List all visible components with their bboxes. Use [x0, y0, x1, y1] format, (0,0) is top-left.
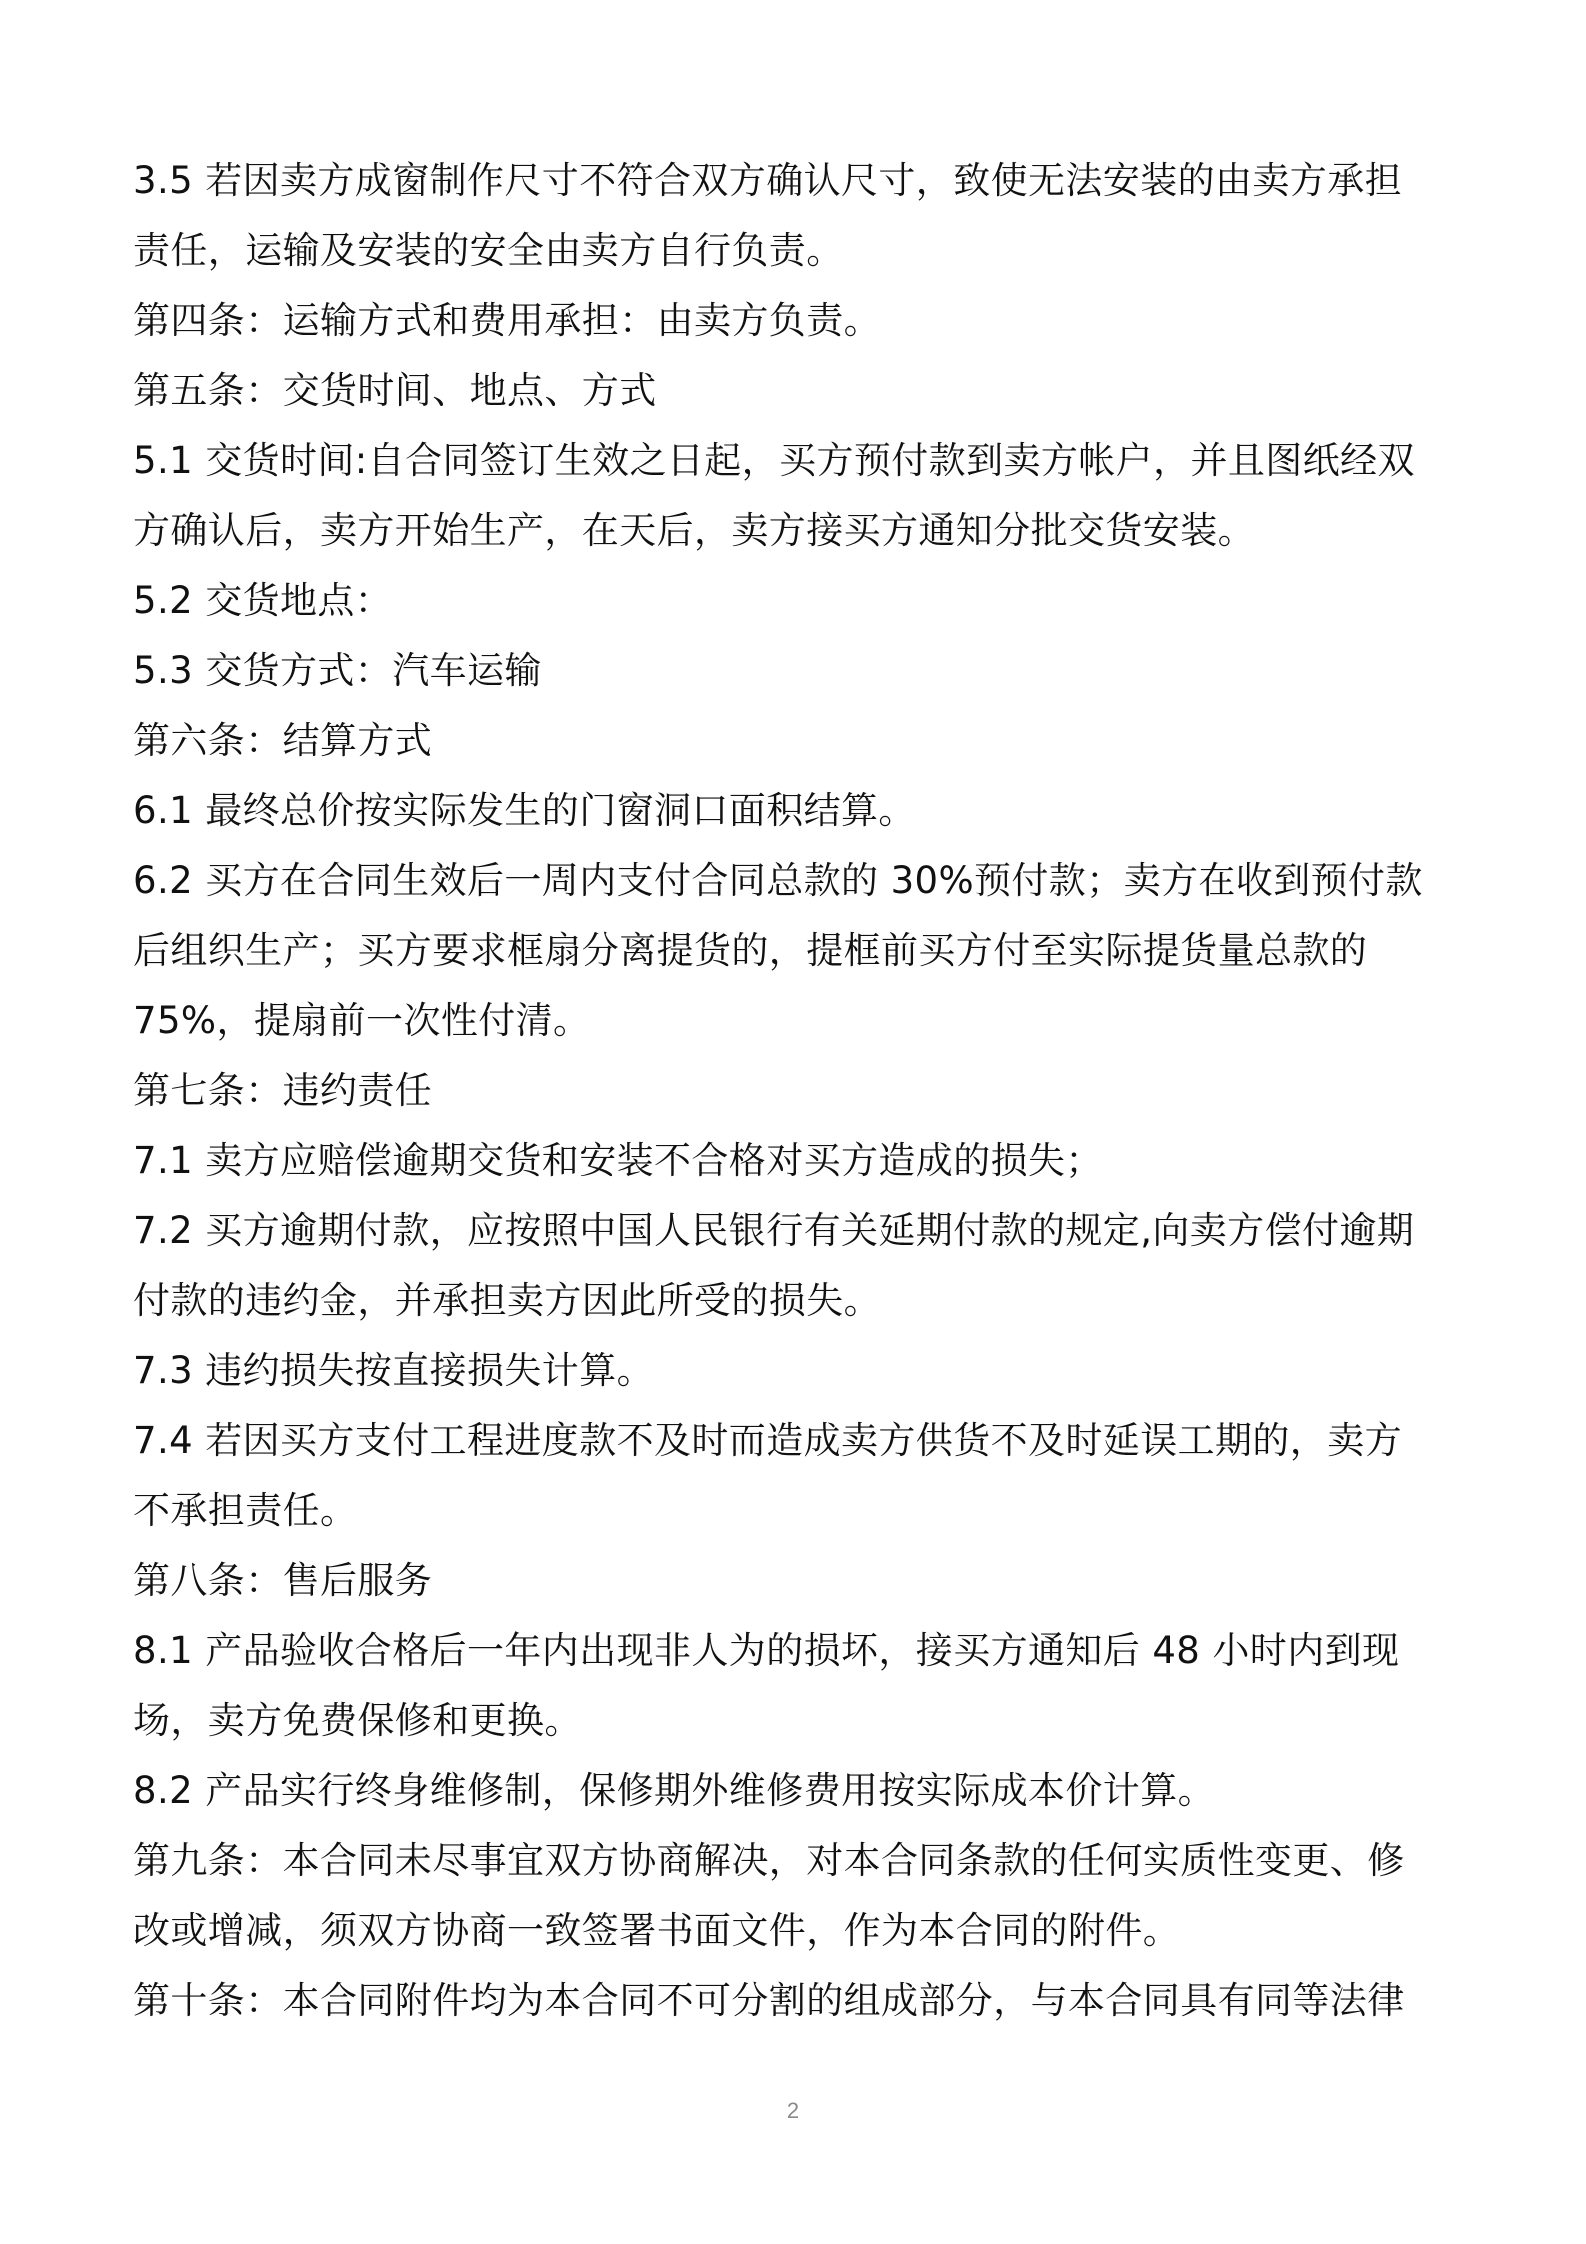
page-number: 2: [786, 2098, 800, 2123]
text-line: 改或增减，须双方协商一致签署书面文件，作为本合同的附件。: [133, 1909, 1181, 1952]
text-line: 责任，运输及安装的安全由卖方自行负责。: [133, 229, 844, 272]
text-line: 7.2 买方逾期付款，应按照中国人民银行有关延期付款的规定,向卖方偿付逾期: [133, 1209, 1415, 1252]
text-line: 6.1 最终总价按实际发生的门窗洞口面积结算。: [133, 789, 916, 832]
text-line: 第七条：违约责任: [133, 1069, 433, 1112]
text-line: 7.1 卖方应赔偿逾期交货和安装不合格对买方造成的损失；: [133, 1139, 1103, 1182]
text-line: 第十条：本合同附件均为本合同不可分割的组成部分，与本合同具有同等法律: [133, 1979, 1405, 2022]
text-line: 第九条：本合同未尽事宜双方协商解决，对本合同条款的任何实质性变更、修: [133, 1839, 1405, 1882]
text-line: 第四条：运输方式和费用承担：由卖方负责。: [133, 299, 881, 342]
text-line: 7.4 若因买方支付工程进度款不及时而造成卖方供货不及时延误工期的，卖方: [133, 1419, 1403, 1462]
text-line: 第五条：交货时间、地点、方式: [133, 369, 657, 412]
text-line: 6.2 买方在合同生效后一周内支付合同总款的 30%预付款；卖方在收到预付款: [133, 859, 1423, 902]
text-line: 5.2 交货地点：: [133, 579, 393, 622]
text-line: 7.3 违约损失按直接损失计算。: [133, 1349, 655, 1392]
contract-body: [133, 146, 1463, 2036]
text-line: 第八条：售后服务: [133, 1559, 433, 1602]
text-line: 3.5 若因卖方成窗制作尺寸不符合双方确认尺寸，致使无法安装的由卖方承担: [133, 159, 1403, 202]
text-line: 不承担责任。: [133, 1489, 358, 1532]
text-line: 付款的违约金，并承担卖方因此所受的损失。: [133, 1279, 881, 1322]
text-line: 5.3 交货方式：汽车运输: [133, 649, 542, 692]
text-line: 后组织生产；买方要求框扇分离提货的，提框前买方付至实际提货量总款的: [133, 929, 1368, 972]
text-line: 场，卖方免费保修和更换。: [133, 1699, 582, 1742]
text-line: 方确认后，卖方开始生产，在天后，卖方接买方通知分批交货安装。: [133, 509, 1255, 552]
text-line: 8.1 产品验收合格后一年内出现非人为的损坏，接买方通知后 48 小时内到现: [133, 1629, 1400, 1672]
text-line: 8.2 产品实行终身维修制，保修期外维修费用按实际成本价计算。: [133, 1769, 1216, 1812]
text-line: 第六条：结算方式: [133, 719, 433, 762]
text-line: 75%，提扇前一次性付清。: [133, 999, 591, 1042]
text-line: 5.1 交货时间:自合同签订生效之日起，买方预付款到卖方帐户，并且图纸经双: [133, 439, 1415, 482]
